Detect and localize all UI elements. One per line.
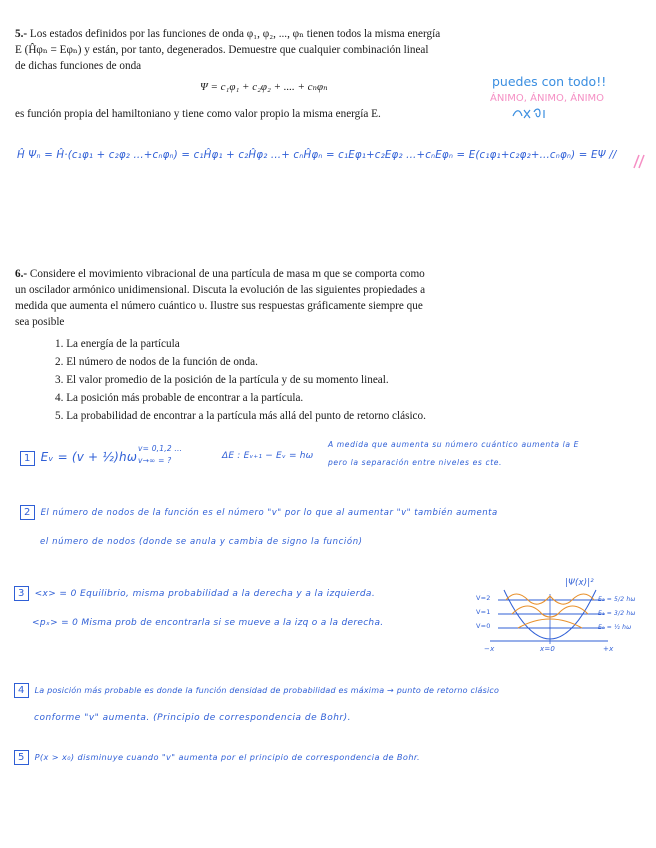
answer2-text-1: El número de nodos de la función es el número "v" por lo que al aumentar "v" también aumenta [40,508,498,518]
problem5-statement [15,26,520,74]
graph-level-label: V=1 [476,608,491,616]
answer4-text-1: La posición más probable es donde la función densidad de probabilidad es máxima → punto de retorno clásico [34,686,500,695]
graph-energy-label: E₁ = 3/2 hω [598,610,636,617]
problem6-item: 1. La energía de la partícula [55,338,180,350]
answer5-text: P(x > x₀) disminuye cuando "v" aumenta por el principio de correspondencia de Bohr. [34,752,420,762]
problem5-line3: de dichas funciones de onda [15,60,142,72]
answer1-box: 1 [20,451,35,466]
graph-title: |Ψ(x)|² [565,578,594,588]
problem6-item: 3. El valor promedio de la posición de la partícula y de su momento lineal. [55,374,389,386]
problem6-item: 5. La probabilidad de encontrar a la partícula más allá del punto de retorno clásico. [55,410,426,422]
end-slashes-icon [630,152,646,170]
problem5-handwritten-solution: Ĥ Ψₙ = Ĥ·(c₁φ₁ + c₂φ₂ ...+cₙφₙ) = c₁Ĥφ₁ + c₂Ĥφ₂ ...+ cₙĤφₙ = c₁Eφ₁+c₂Eφ₂ ...+cₙEφₙ = E(c₁φ₁+c₂φ₂+...cₙφₙ) = EΨ // [17,150,617,161]
answer3-line-1 [14,586,375,601]
graph-level-label: V=2 [476,594,491,602]
doodle-icon [510,106,550,122]
answer1-formula: Eᵥ = (v + ½)hω [40,450,138,464]
answer4-line-1 [14,683,499,698]
problem6-statement [15,266,520,330]
graph-level-label: V=0 [476,622,491,630]
answer1-values-2: v→∞ = ? [138,456,172,465]
graph-energy-label: E₂ = 5/2 hω [598,596,636,603]
animo-note: ÁNIMO, ÁNIMO, ÁNIMO [490,93,605,104]
answer1-values-1: v= 0,1,2 ... [138,444,183,453]
graph-x-right: +x [603,645,614,653]
answer2-text-2: el número de nodos (donde se anula y cambia de signo la función) [40,537,363,547]
problem5-line4: es función propia del hamiltoniano y tiene como valor propio la misma energía E. [15,108,381,120]
answer3-text-1: <x> = 0 Equilibrio, misma probabilidad a la derecha y a la izquierda. [34,589,376,599]
answer4-text-2: conforme "v" aumenta. (Principio de correspondencia de Bohr). [34,713,351,723]
problem6-line4: sea posible [15,316,65,328]
answer2-line-1 [20,505,498,520]
problem6-line1: Considere el movimiento vibracional de una partícula de masa m que se comporta como [29,268,425,280]
problem5-formula: Ψ = c₁φ₁ + c₂φ₂ + .... + cₙφₙ [200,81,328,93]
problem6-number: 6.- [15,268,28,280]
answer5-box: 5 [14,750,29,765]
answer4-box: 4 [14,683,29,698]
graph-x-mid: x=0 [540,645,556,653]
answer3-text-2: <pₓ> = 0 Misma prob de encontrarla si se mueve a la izq o a la derecha. [32,618,384,628]
answer1-text-1: A medida que aumenta su número cuántico aumenta la E [328,440,580,449]
answer3-box: 3 [14,586,29,601]
oscillator-graph [470,588,610,648]
graph-energy-label: E₀ = ½ hω [598,624,632,631]
answer1-formula-line [20,450,137,466]
problem5-number: 5.- [15,28,28,40]
answer5-line [14,750,420,765]
encouragement-note: puedes con todo!! [492,74,607,89]
problem5-line1: Los estados definidos por las funciones de onda φ₁, φ₂, ..., φₙ tienen todos la misma energía [29,28,441,40]
problem6-items [55,336,426,424]
problem6-line2: un oscilador armónico unidimensional. Discuta la evolución de las siguientes propiedades a [15,284,426,296]
problem5-line2: E (Ĥφₙ = Eφₙ) y están, por tanto, degenerados. Demuestre que cualquier combinación lineal [15,44,429,56]
answer2-box: 2 [20,505,35,520]
graph-x-left: −x [484,645,495,653]
problem6-line3: medida que aumenta el número cuántico υ. Ilustre sus respuestas gráficamente siempre que [15,300,423,312]
problem6-item: 4. La posición más probable de encontrar a la partícula. [55,392,304,404]
answer1-text-2: pero la separación entre niveles es cte. [328,458,503,467]
answer1-delta: ΔE : Eᵥ₊₁ − Eᵥ = hω [222,451,314,461]
problem6-item: 2. El número de nodos de la función de onda. [55,356,258,368]
